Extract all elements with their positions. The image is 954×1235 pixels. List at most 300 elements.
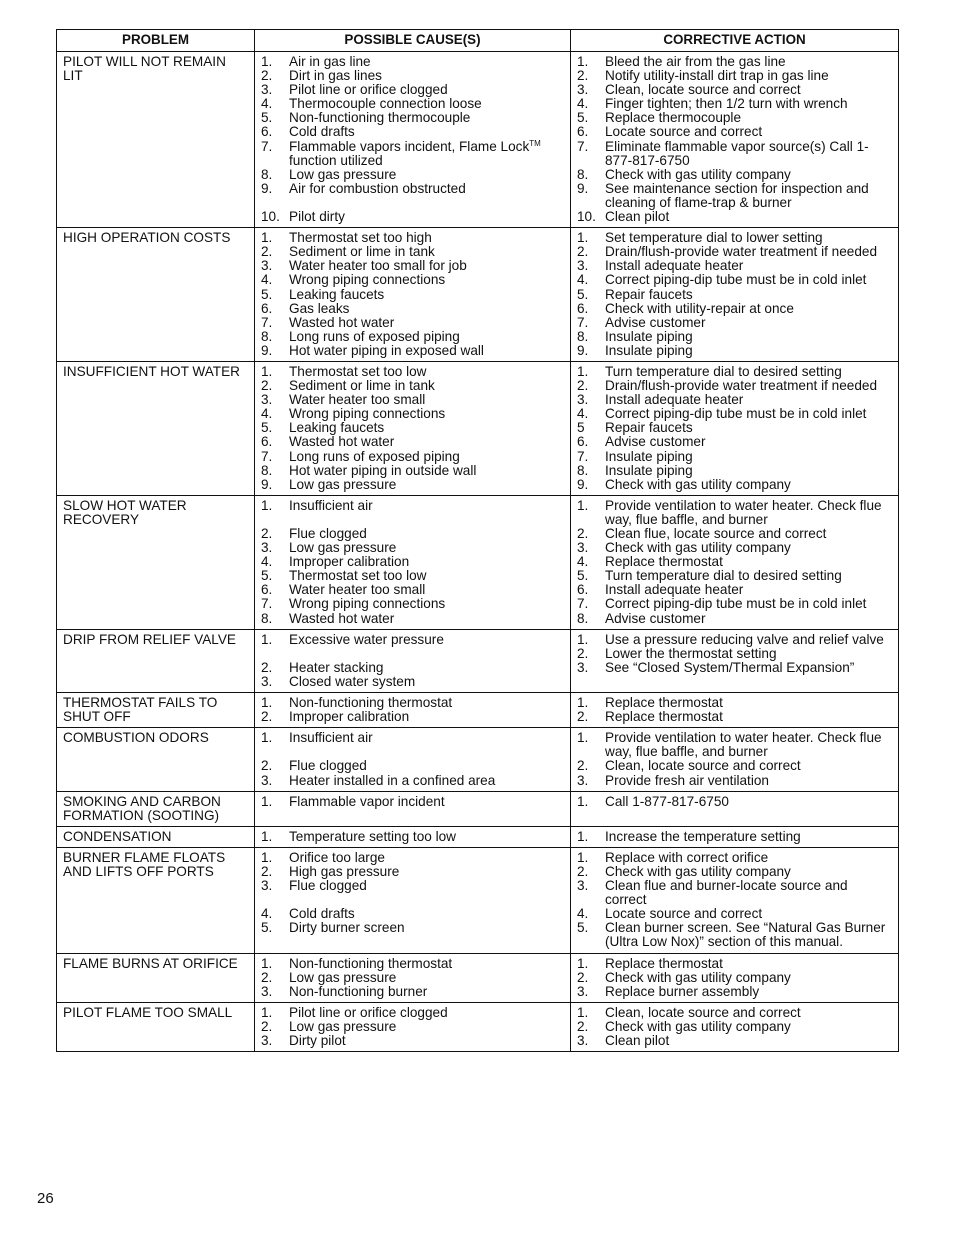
- cause-item: [261, 259, 564, 273]
- item-number: 1.: [261, 363, 273, 379]
- item-text-main: Low gas pressure: [289, 166, 397, 182]
- item-text: [289, 111, 564, 125]
- item-text: [605, 795, 892, 809]
- item-text: [289, 182, 564, 196]
- item-number: 9.: [577, 342, 589, 358]
- cause-item: [261, 971, 564, 985]
- item-text-main: Closed water system: [289, 673, 416, 689]
- problem-cell: PILOT FLAME TOO SMALL: [57, 1002, 255, 1051]
- item-text: [605, 288, 892, 302]
- item-number: 8.: [577, 328, 589, 344]
- item-text-main: Hot water piping in exposed wall: [289, 342, 484, 358]
- cause-item: [261, 795, 564, 809]
- item-number: 1.: [261, 230, 273, 246]
- item-text: [605, 316, 892, 330]
- item-text: [289, 435, 564, 449]
- problem-cell: SMOKING AND CARBON FORMATION (SOOTING): [57, 791, 255, 826]
- actions-cell: [571, 361, 899, 495]
- action-item: [577, 583, 892, 597]
- blank-line: [261, 513, 564, 527]
- cause-item: [261, 302, 564, 316]
- item-text-main: Orifice too large: [289, 849, 385, 865]
- action-item: [577, 365, 892, 379]
- item-number: 1.: [577, 497, 589, 513]
- action-item: [577, 865, 892, 879]
- causes-cell: [255, 693, 571, 728]
- item-text-main: Flue clogged: [289, 526, 367, 541]
- item-text-main: Clean flue and burner-locate source and correct: [605, 878, 848, 908]
- item-text: [289, 1020, 564, 1034]
- action-item: [577, 288, 892, 302]
- item-text: [605, 168, 892, 182]
- cause-item: [261, 231, 564, 245]
- item-text-main: Gas leaks: [289, 300, 350, 316]
- item-number: 4.: [261, 272, 273, 288]
- item-text-main: Dirty burner screen: [289, 920, 405, 936]
- item-text: [605, 97, 892, 111]
- action-item: [577, 125, 892, 139]
- item-text: [605, 696, 892, 710]
- cause-item: [261, 69, 564, 83]
- item-text: [605, 231, 892, 245]
- item-text: [289, 379, 564, 393]
- item-number: 9.: [261, 180, 273, 196]
- item-number: 4.: [577, 272, 589, 288]
- table-row: [57, 629, 899, 692]
- item-text-main: Clean pilot: [605, 209, 670, 225]
- item-number: 8.: [261, 610, 273, 626]
- item-number: 1.: [261, 793, 273, 809]
- action-item: [577, 393, 892, 407]
- causes-cell: [255, 847, 571, 953]
- item-text-main: Use a pressure reducing valve and relief valve: [605, 631, 884, 647]
- item-number: 3.: [261, 1033, 273, 1048]
- item-text: [289, 421, 564, 435]
- item-text: [605, 69, 892, 83]
- item-number: 5.: [261, 110, 273, 126]
- item-text: [289, 907, 564, 921]
- item-text: [289, 288, 564, 302]
- item-text: [605, 569, 892, 583]
- item-text: [289, 612, 564, 626]
- item-number: 3.: [261, 540, 273, 556]
- item-text-main: Clean flue, locate source and correct: [605, 526, 827, 541]
- item-text-main: Insulate piping: [605, 342, 693, 358]
- item-number: 2.: [261, 244, 273, 260]
- action-item: [577, 647, 892, 661]
- item-text: [605, 1034, 892, 1048]
- item-text: [605, 971, 892, 985]
- item-text-main: Low gas pressure: [289, 1018, 397, 1034]
- item-number: 7.: [261, 596, 273, 612]
- item-number: 7.: [577, 314, 589, 330]
- cause-item: [261, 527, 564, 541]
- item-text: [605, 499, 892, 527]
- item-text-main: Improper calibration: [289, 554, 410, 570]
- item-text-main: Wrong piping connections: [289, 272, 446, 288]
- item-number: 3.: [261, 772, 273, 788]
- item-number: 1.: [577, 955, 589, 971]
- item-text-main: Leaking faucets: [289, 420, 385, 436]
- item-text-main: Wrong piping connections: [289, 406, 446, 422]
- item-text-main: Insulate piping: [605, 462, 693, 478]
- action-item: [577, 661, 892, 675]
- table-row: [57, 953, 899, 1002]
- action-item: [577, 633, 892, 647]
- item-text: [289, 55, 564, 69]
- item-number: 3.: [577, 82, 589, 98]
- item-text-main: Locate source and correct: [605, 124, 763, 140]
- table-header: [57, 30, 899, 52]
- item-number: 5.: [577, 286, 589, 302]
- item-number: 2.: [577, 526, 589, 541]
- item-text-main: Wasted hot water: [289, 314, 395, 330]
- item-text-main: Provide ventilation to water heater. Check flue way, flue baffle, and burner: [605, 497, 882, 527]
- item-number: 3.: [261, 983, 273, 999]
- item-text: [605, 985, 892, 999]
- cause-item: [261, 330, 564, 344]
- item-text-main: Hot water piping in outside wall: [289, 462, 477, 478]
- item-text-main: Replace with correct orifice: [605, 849, 769, 865]
- item-text: [289, 259, 564, 273]
- item-text: [605, 302, 892, 316]
- item-text-main: Check with gas utility company: [605, 1018, 791, 1034]
- item-number: 2.: [261, 969, 273, 985]
- item-text: [289, 569, 564, 583]
- cause-item: [261, 421, 564, 435]
- cause-item: [261, 55, 564, 69]
- table-row: [57, 228, 899, 362]
- item-text: [289, 407, 564, 421]
- item-number: 3.: [577, 392, 589, 408]
- cause-item: [261, 957, 564, 971]
- item-text-main: Low gas pressure: [289, 969, 397, 985]
- cause-item: [261, 879, 564, 893]
- item-text: [605, 527, 892, 541]
- table-row: [57, 826, 899, 847]
- action-item: [577, 957, 892, 971]
- item-text: [605, 865, 892, 879]
- cause-item: [261, 1020, 564, 1034]
- item-number: 6.: [577, 582, 589, 598]
- item-text-main: Advise customer: [605, 434, 706, 450]
- item-text: [289, 759, 564, 773]
- item-text: [289, 696, 564, 710]
- cause-item: [261, 1006, 564, 1020]
- action-item: [577, 612, 892, 626]
- item-text: [289, 97, 564, 111]
- cause-item: [261, 407, 564, 421]
- item-text: [289, 865, 564, 879]
- item-number: 9.: [261, 476, 273, 492]
- item-number: 1.: [261, 631, 273, 647]
- item-number: 4.: [577, 554, 589, 570]
- action-item: [577, 231, 892, 245]
- action-item: [577, 259, 892, 273]
- item-text-main: Clean, locate source and correct: [605, 82, 801, 98]
- actions-cell: [571, 52, 899, 228]
- item-number: 5.: [577, 920, 589, 936]
- item-text: [605, 1020, 892, 1034]
- item-text-main: Water heater too small: [289, 392, 426, 408]
- item-text: [289, 245, 564, 259]
- action-item: [577, 168, 892, 182]
- cause-item: [261, 478, 564, 492]
- item-text-main: Install adequate heater: [605, 258, 744, 274]
- causes-cell: [255, 629, 571, 692]
- item-text-main: Long runs of exposed piping: [289, 328, 460, 344]
- cause-item: [261, 985, 564, 999]
- cause-item: [261, 597, 564, 611]
- item-text: [289, 957, 564, 971]
- item-text: [289, 597, 564, 611]
- cause-item: [261, 379, 564, 393]
- item-text: [605, 210, 892, 224]
- problem-cell: CONDENSATION: [57, 826, 255, 847]
- action-item: [577, 97, 892, 111]
- item-text: [605, 478, 892, 492]
- item-text: [289, 971, 564, 985]
- item-text: [289, 478, 564, 492]
- item-text-main: See maintenance section for inspection and cleaning of flame-trap & burner: [605, 180, 869, 210]
- item-text-main: Non-functioning thermostat: [289, 955, 453, 971]
- table-row: [57, 52, 899, 228]
- item-number: 1.: [577, 828, 589, 844]
- item-text-main: Insulate piping: [605, 448, 693, 464]
- action-item: [577, 830, 892, 844]
- item-text: [289, 795, 564, 809]
- problem-cell: BURNER FLAME FLOATS AND LIFTS OFF PORTS: [57, 847, 255, 953]
- item-number: 9.: [577, 476, 589, 492]
- item-number: 10.: [577, 209, 596, 225]
- item-text: [605, 612, 892, 626]
- item-text: [605, 407, 892, 421]
- item-number: 5: [577, 420, 585, 436]
- item-number: 2.: [577, 709, 589, 725]
- item-text-main: Wasted hot water: [289, 434, 395, 450]
- cause-item: [261, 555, 564, 569]
- actions-cell: [571, 495, 899, 629]
- item-text-main: Clean pilot: [605, 1033, 670, 1048]
- item-text-main: Water heater too small for job: [289, 258, 467, 274]
- problem-cell: HIGH OPERATION COSTS: [57, 228, 255, 362]
- item-text: [605, 851, 892, 865]
- item-number: 2.: [577, 863, 589, 879]
- item-number: 5.: [577, 110, 589, 126]
- actions-cell: [571, 826, 899, 847]
- item-number: 6.: [261, 124, 273, 140]
- item-text-main: Cold drafts: [289, 124, 355, 140]
- item-text: [289, 1006, 564, 1020]
- item-number: 6.: [577, 124, 589, 140]
- item-text: [605, 245, 892, 259]
- cause-item: [261, 696, 564, 710]
- item-text: [605, 273, 892, 287]
- item-text-main: Check with utility-repair at once: [605, 300, 794, 316]
- cause-item: [261, 541, 564, 555]
- cause-item: [261, 182, 564, 196]
- item-text: [289, 365, 564, 379]
- item-text: [289, 921, 564, 935]
- problem-cell: THERMOSTAT FAILS TO SHUT OFF: [57, 693, 255, 728]
- item-text: [289, 393, 564, 407]
- item-number: 1.: [577, 730, 589, 746]
- item-text-main: Correct piping-dip tube must be in cold inlet: [605, 406, 867, 422]
- item-text: [605, 541, 892, 555]
- item-number: 1.: [577, 631, 589, 647]
- item-text-main: Insufficient air: [289, 497, 373, 513]
- item-text: [289, 879, 564, 893]
- problem-cell: COMBUSTION ODORS: [57, 728, 255, 791]
- item-number: 2.: [577, 378, 589, 394]
- blank-line: [261, 893, 564, 907]
- cause-item: [261, 273, 564, 287]
- cause-item: [261, 1034, 564, 1048]
- cause-item: [261, 612, 564, 626]
- blank-line: [261, 647, 564, 661]
- item-number: 2.: [261, 526, 273, 541]
- item-number: 4.: [577, 406, 589, 422]
- item-number: 3.: [577, 258, 589, 274]
- item-text: [289, 851, 564, 865]
- item-text: [605, 597, 892, 611]
- item-text: [289, 168, 564, 182]
- item-number: 3.: [577, 659, 589, 675]
- item-text-main: Advise customer: [605, 314, 706, 330]
- cause-item: [261, 774, 564, 788]
- item-text-main: Improper calibration: [289, 709, 410, 725]
- item-number: 3.: [261, 258, 273, 274]
- item-number: 7.: [577, 596, 589, 612]
- item-text-main: Pilot line or orifice clogged: [289, 1004, 448, 1020]
- item-text-main: Replace thermostat: [605, 554, 723, 570]
- item-number: 1.: [577, 793, 589, 809]
- header-row: [57, 30, 899, 52]
- item-number: 2.: [261, 378, 273, 394]
- action-item: [577, 182, 892, 210]
- item-text-main: Insulate piping: [605, 328, 693, 344]
- problem-cell: PILOT WILL NOT REMAIN LIT: [57, 52, 255, 228]
- item-number: 6.: [577, 434, 589, 450]
- item-text-main: Eliminate flammable vapor source(s) Call 1-877-817-6750: [605, 138, 869, 168]
- actions-cell: [571, 1002, 899, 1051]
- action-item: [577, 302, 892, 316]
- item-text: [289, 69, 564, 83]
- item-text: [289, 555, 564, 569]
- item-text: [289, 83, 564, 97]
- item-number: 6.: [261, 582, 273, 598]
- table-row: [57, 791, 899, 826]
- item-number: 2.: [577, 969, 589, 985]
- cause-item: [261, 344, 564, 358]
- item-text-main: Non-functioning thermostat: [289, 695, 453, 711]
- item-text-main: Flammable vapors incident, Flame Lock: [289, 138, 530, 154]
- item-number: 8.: [261, 166, 273, 182]
- item-text: [605, 259, 892, 273]
- item-text-main: Locate source and correct: [605, 906, 763, 922]
- item-text-main: Water heater too small: [289, 582, 426, 598]
- item-number: 6.: [261, 434, 273, 450]
- causes-cell: [255, 1002, 571, 1051]
- cause-item: [261, 921, 564, 935]
- item-text-main: Air in gas line: [289, 54, 371, 69]
- item-number: 8.: [577, 462, 589, 478]
- item-number: 3.: [577, 772, 589, 788]
- cause-item: [261, 83, 564, 97]
- item-text-main: Turn temperature dial to desired setting: [605, 363, 842, 379]
- item-text: [289, 1034, 564, 1048]
- problem-cell: DRIP FROM RELIEF VALVE: [57, 629, 255, 692]
- item-text: [605, 450, 892, 464]
- item-text-main: Flammable vapor incident: [289, 793, 445, 809]
- cause-item: [261, 499, 564, 513]
- cause-item: [261, 316, 564, 330]
- item-text: [289, 464, 564, 478]
- causes-cell: [255, 826, 571, 847]
- item-number: 3.: [261, 392, 273, 408]
- item-text-main: Wrong piping connections: [289, 596, 446, 612]
- item-number: 6.: [577, 300, 589, 316]
- item-text-main: Check with gas utility company: [605, 166, 791, 182]
- item-text: [289, 661, 564, 675]
- action-item: [577, 921, 892, 949]
- item-number: 5.: [261, 920, 273, 936]
- item-number: 1.: [261, 497, 273, 513]
- item-number: 2.: [577, 244, 589, 260]
- item-text: [605, 125, 892, 139]
- item-text: [605, 583, 892, 597]
- item-text-main: Insufficient air: [289, 730, 373, 746]
- action-item: [577, 210, 892, 224]
- item-number: 9.: [261, 342, 273, 358]
- item-text-main: Sediment or lime in tank: [289, 378, 435, 394]
- item-text-continued: function utilized: [289, 152, 383, 168]
- item-text: [605, 344, 892, 358]
- item-text: [605, 393, 892, 407]
- item-number: 1.: [261, 849, 273, 865]
- item-number: 2.: [577, 68, 589, 84]
- cause-item: [261, 464, 564, 478]
- item-text-main: Clean burner screen. See “Natural Gas Burner (Ultra Low Nox)” section of this manual.: [605, 920, 886, 950]
- item-text-main: Increase the temperature setting: [605, 828, 801, 844]
- action-item: [577, 1006, 892, 1020]
- item-text-main: Pilot line or orifice clogged: [289, 82, 448, 98]
- item-text: [605, 365, 892, 379]
- item-number: 3.: [577, 540, 589, 556]
- item-number: 5.: [261, 420, 273, 436]
- item-text-main: Non-functioning thermocouple: [289, 110, 471, 126]
- item-number: 4.: [261, 406, 273, 422]
- item-text: [289, 316, 564, 330]
- action-item: [577, 464, 892, 478]
- action-item: [577, 731, 892, 759]
- cause-item: [261, 450, 564, 464]
- item-text: [289, 210, 564, 224]
- cause-item: [261, 245, 564, 259]
- item-number: 1.: [261, 695, 273, 711]
- item-number: 8.: [577, 610, 589, 626]
- causes-cell: [255, 361, 571, 495]
- item-number: 1.: [261, 730, 273, 746]
- item-text-main: Long runs of exposed piping: [289, 448, 460, 464]
- item-text-main: Drain/flush-provide water treatment if needed: [605, 244, 878, 260]
- item-number: 8.: [577, 166, 589, 182]
- item-text-main: Flue clogged: [289, 878, 367, 894]
- action-item: [577, 407, 892, 421]
- item-text-main: Lower the thermostat setting: [605, 645, 777, 661]
- action-item: [577, 774, 892, 788]
- action-item: [577, 541, 892, 555]
